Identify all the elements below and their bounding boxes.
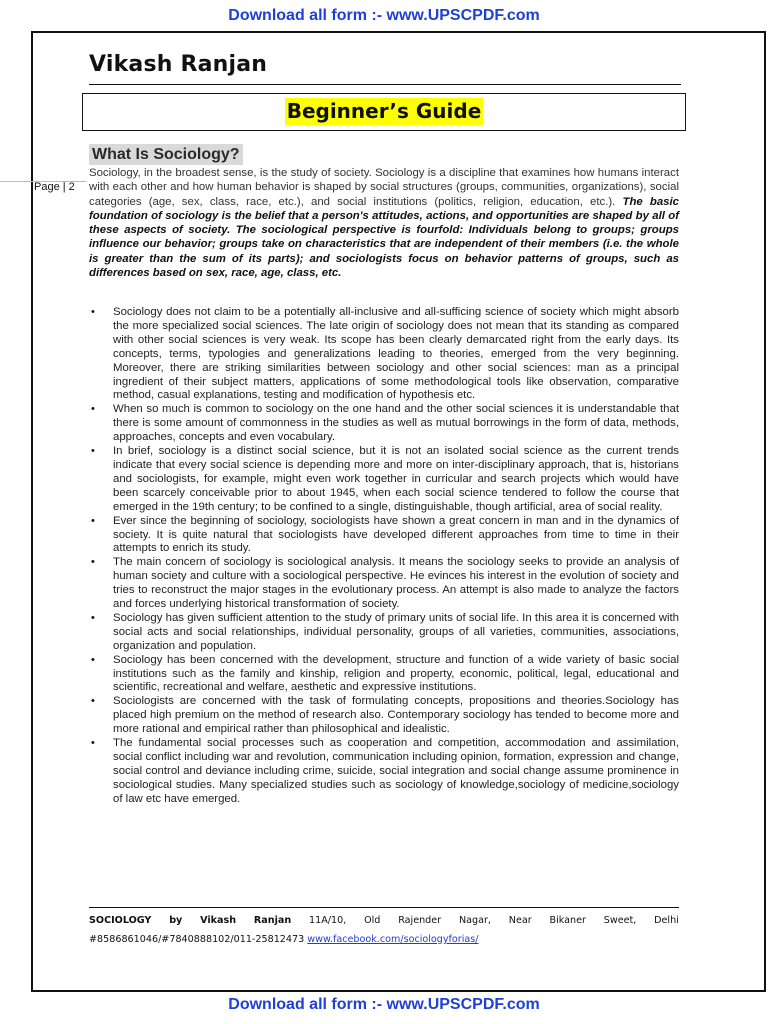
list-item (89, 695, 679, 737)
list-item-text: The fundamental social processes such as cooperation and competition, accommodation and assimilation, social conflict including war and revolution, communication including opinion, formation, expression and change, social control and deviance including crime, suicide, social integration and social change assume prominence in sociological studies. Many specialized studies such as sociology of knowledge,sociology of medicine,sociology of law etc have emerged. (113, 737, 679, 805)
bullet-icon: • (91, 306, 95, 318)
list-item-text: Sociology has been concerned with the development, structure and function of a wide variety of basic social institutions such as the family and kinship, religion and property, economic, political, legal, educational and scientific, recreational and welfare, aesthetic and expressive institutions. (113, 653, 679, 694)
list-item-text: When so much is common to sociology on the one hand and the other social sciences it is understandable that there is some amount of commonness in the studies as well as mutual borrowings in the form of data, methods, approaches, concepts and even vocabulary. (113, 403, 679, 444)
list-item-text: Sociologists are concerned with the task of formulating concepts, propositions and theories.Sociology has placed high premium on the method of research also. Contemporary sociology has tended to become more and more rational and empirical rather than philosophical and idealistic. (113, 695, 679, 736)
guide-title-box (82, 93, 686, 131)
footer-word: SOCIOLOGY (89, 915, 152, 926)
section-heading: What Is Sociology? (89, 144, 243, 165)
footer-word: Sweet, (603, 915, 637, 926)
footer-phones: #8586861046/#7840888102/011-25812473 (89, 934, 308, 945)
list-item (89, 654, 679, 696)
list-item (89, 556, 679, 612)
bullet-icon: • (91, 556, 95, 569)
download-banner-top[interactable]: Download all form :- www.UPSCPDF.com (228, 7, 540, 24)
list-item (89, 445, 679, 515)
list-item-text: Sociology does not claim to be a potentially all-inclusive and all-sufficing science of society which might absorb the more specialized social sciences. The late origin of sociology does not mean that its standing as compared with other social sciences is very weak. Its scope has been clearly demarcated right from the early days. Its concepts, terms, typologies and generalizations leading to theories, emerged from the very beginning. Moreover, there are striking similarities between sociology and other social sciences: man as a principal ingredient of their subject matters, applications of some methodological tools like observation, comparative method, casual explanations, testing and modification of hypothesis etc. (113, 306, 679, 402)
bullet-icon: • (91, 695, 95, 708)
list-item-text: In brief, sociology is a distinct social science, but it is not an isolated social science as the current trends indicate that every social science is depending more and more on inter-disciplinary approach, that is, historians and sociologists, for example, might even work together in curricular and search projects which would have been scarcely conceivable prior to about 1945, when each social science tendered to follow the course that emerged in the 19th century; to be confined to a single, distinguishable, though artificial, area of social reality. (113, 445, 679, 513)
page-number: Page | 2 (34, 181, 75, 193)
download-banner-bottom[interactable]: Download all form :- www.UPSCPDF.com (228, 996, 540, 1013)
list-item (89, 612, 679, 654)
page-frame-edge (764, 31, 766, 992)
footer-word: by (169, 915, 183, 926)
footer (89, 911, 679, 949)
list-item (89, 306, 679, 403)
footer-word: Vikash (200, 915, 237, 926)
bullet-icon: • (91, 737, 95, 750)
footer-word: Ranjan (253, 915, 292, 926)
bullet-icon: • (91, 514, 95, 527)
footer-divider (89, 907, 679, 908)
footer-address (89, 911, 679, 930)
header-divider (89, 84, 681, 85)
footer-word: Old (364, 915, 381, 926)
list-item (89, 515, 679, 557)
list-item-text: The main concern of sociology is sociological analysis. It means the sociology seeks to provide an analysis of human society and culture with a sociological perspective. He evinces his interest in the evolution of society and tries to reconstruct the major stages in the evolutionary process. An attempt is also made to analyze the factors and forces underlying historical transformation of society. (113, 556, 679, 611)
footer-word: Nagar, (458, 915, 491, 926)
intro-emphasis: The basic foundation of sociology is the belief that a person's attitudes, actions, and opportunities are shaped by all of these aspects of society. The sociological perspective is fourfold: Individuals belong to groups; groups influence our behavior; groups take on characteristics that are independent of their members (i.e. the whole is greater than the sum of its parts); and sociologists focus on behavior patterns of groups, such as differences based on sex, race, age, class, etc. (89, 195, 680, 280)
footer-word: Delhi (654, 915, 679, 926)
bullet-icon: • (91, 653, 95, 666)
guide-title: Beginner’s Guide (286, 99, 482, 123)
bullet-icon: • (91, 445, 95, 458)
facebook-link[interactable]: www.facebook.com/sociologyforias/ (307, 934, 479, 945)
intro-paragraph (89, 166, 679, 280)
list-item (89, 737, 679, 807)
footer-word: Near (508, 915, 532, 926)
bullet-icon: • (91, 611, 95, 624)
list-item (89, 403, 679, 445)
footer-contact (89, 930, 679, 949)
intro-text: Sociology, in the broadest sense, is the study of society. Sociology is a discipline that examines how humans interact with each other and how human behavior is shaped by social structures (groups, communities, organizations), social categories (age, sex, class, race, etc.), and social institutions (politics, religion, education, etc.). (89, 167, 679, 208)
footer-word: Bikaner (549, 915, 586, 926)
footer-word: 11A/10, (309, 915, 347, 926)
bullet-list (89, 306, 679, 807)
author-name: Vikash Ranjan (89, 52, 268, 77)
footer-word: Rajender (398, 915, 442, 926)
bullet-icon: • (91, 403, 95, 416)
list-item-text: Sociology has given sufficient attention to the study of primary units of social life. In this area it is concerned with social acts and social relationships, individual personality, groups of all varieties, communities, associations, organization and population. (113, 611, 679, 652)
list-item-text: Ever since the beginning of sociology, sociologists have shown a great concern in man and in the dynamics of society. It is quite natural that sociologists have developed different approaches from time to time in their attempts to enrich its study. (113, 514, 679, 555)
